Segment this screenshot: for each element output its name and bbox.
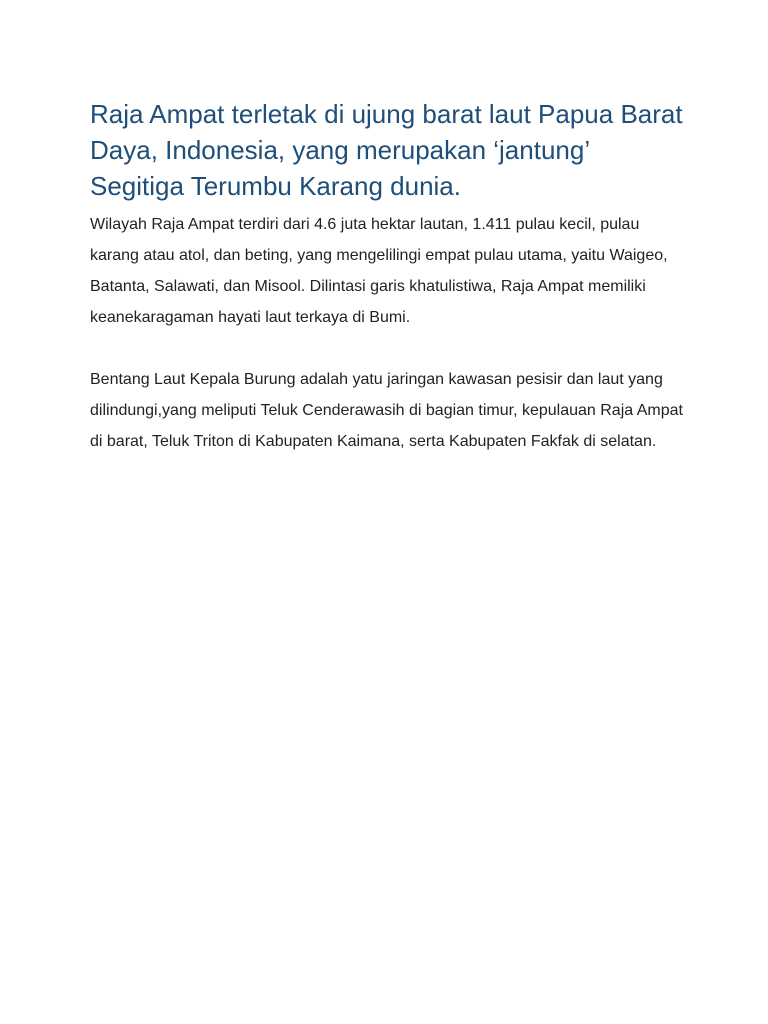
- document-heading: Raja Ampat terletak di ujung barat laut Papua Barat Daya, Indonesia, yang merupakan ‘jantung’ Segitiga Terumbu Karang dunia.: [90, 99, 683, 201]
- paragraph-raja-ampat-region: Wilayah Raja Ampat terdiri dari 4.6 juta hektar lautan, 1.411 pulau kecil, pulau karang atau atol, dan beting, yang mengelilingi empat pulau utama, yaitu Waigeo, Batanta, Salawati, dan Misool. Dilintasi garis khatulistiwa, Raja Ampat memiliki keanekaragaman hayati laut terkaya di Bumi.: [90, 216, 668, 326]
- paragraph-bird-head-seascape: Bentang Laut Kepala Burung adalah yatu jaringan kawasan pesisir dan laut yang dilindungi,yang meliputi Teluk Cenderawasih di bagian timur, kepulauan Raja Ampat di barat, Teluk Triton di Kabupaten Kaimana, serta Kabupaten Fakfak di selatan.: [90, 371, 683, 450]
- document-page: [90, 96, 690, 457]
